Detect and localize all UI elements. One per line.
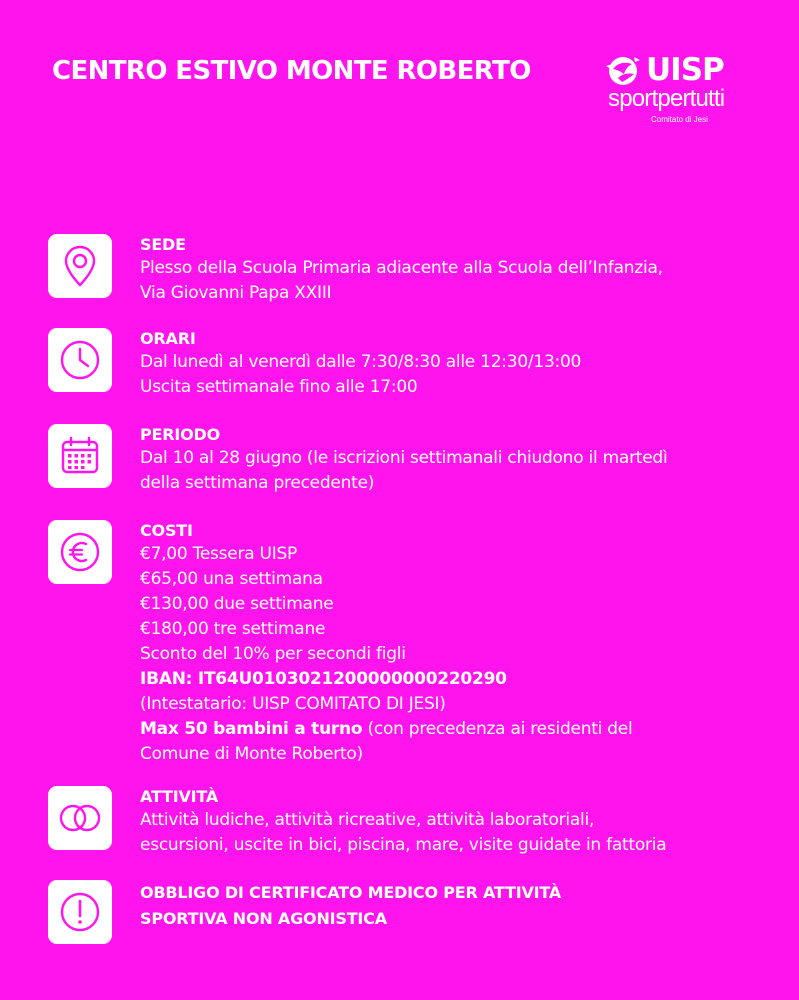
sede-heading: SEDE [140,235,186,254]
periodo-heading: PERIODO [140,425,221,444]
page-title: CENTRO ESTIVO MONTE ROBERTO [52,56,531,86]
attivita-icon-box [48,786,112,850]
periodo-line-2: della settimana precedente) [140,473,375,493]
location-pin-icon [55,241,105,291]
costi-iban: IBAN: IT64U0103021200000000220290 [140,669,507,689]
logo-tagline: sportpertutti [608,85,725,112]
sede-line-2: Via Giovanni Papa XXIII [140,283,332,303]
costi-line-5: Sconto del 10% per secondi figli [140,644,406,664]
uisp-logo [604,52,764,147]
calendar-icon [55,431,105,481]
obbligo-heading-1: OBBLIGO DI CERTIFICATO MEDICO PER ATTIVITÀ [140,883,562,902]
overlapping-circles-icon [55,793,105,843]
periodo-icon-box [48,424,112,488]
periodo-line-1: Dal 10 al 28 giugno (le iscrizioni settimanali chiudono il martedì [140,448,668,468]
orari-heading: ORARI [140,329,196,348]
costi-holder: (Intestatario: UISP COMITATO DI JESI) [140,694,446,714]
obbligo-icon-box [48,880,112,944]
costi-max-bold: Max 50 bambini a turno [140,719,363,739]
costi-heading: COSTI [140,521,193,540]
section-orari [48,328,768,397]
costi-line-3: €130,00 due settimane [140,594,334,614]
attivita-heading: ATTIVITÀ [140,787,219,806]
attivita-line-2: escursioni, uscite in bici, piscina, mare, visite guidate in fattoria [140,835,667,855]
exclamation-circle-icon [55,887,105,937]
euro-icon [55,527,105,577]
orari-line-1: Dal lunedì al venerdì dalle 7:30/8:30 alle 12:30/13:00 [140,352,582,372]
logo-brand: UISP [646,52,724,88]
orari-line-2: Uscita settimanale fino alle 17:00 [140,377,418,397]
logo-committee: Comitato di Jesi [651,115,708,124]
section-costi [48,520,768,764]
section-sede [48,234,768,303]
costi-line-2: €65,00 una settimana [140,569,323,589]
costi-line-1: €7,00 Tessera UISP [140,544,298,564]
attivita-line-1: Attività ludiche, attività ricreative, attività laboratoriali, [140,810,595,830]
section-attivita [48,786,768,855]
sede-icon-box [48,234,112,298]
obbligo-heading-2: SPORTIVA NON AGONISTICA [140,909,387,928]
costi-line-4: €180,00 tre settimane [140,619,326,639]
uisp-emblem-icon [604,52,644,88]
clock-icon [55,335,105,385]
costi-max-line [140,717,768,742]
costi-max-line-2: Comune di Monte Roberto) [140,744,363,764]
sede-line-1: Plesso della Scuola Primaria adiacente alla Scuola dell’Infanzia, [140,258,663,278]
costi-max-rest: (con precedenza ai residenti del [362,719,633,739]
orari-icon-box [48,328,112,392]
section-obbligo [48,880,768,944]
section-periodo [48,424,768,493]
costi-icon-box [48,520,112,584]
